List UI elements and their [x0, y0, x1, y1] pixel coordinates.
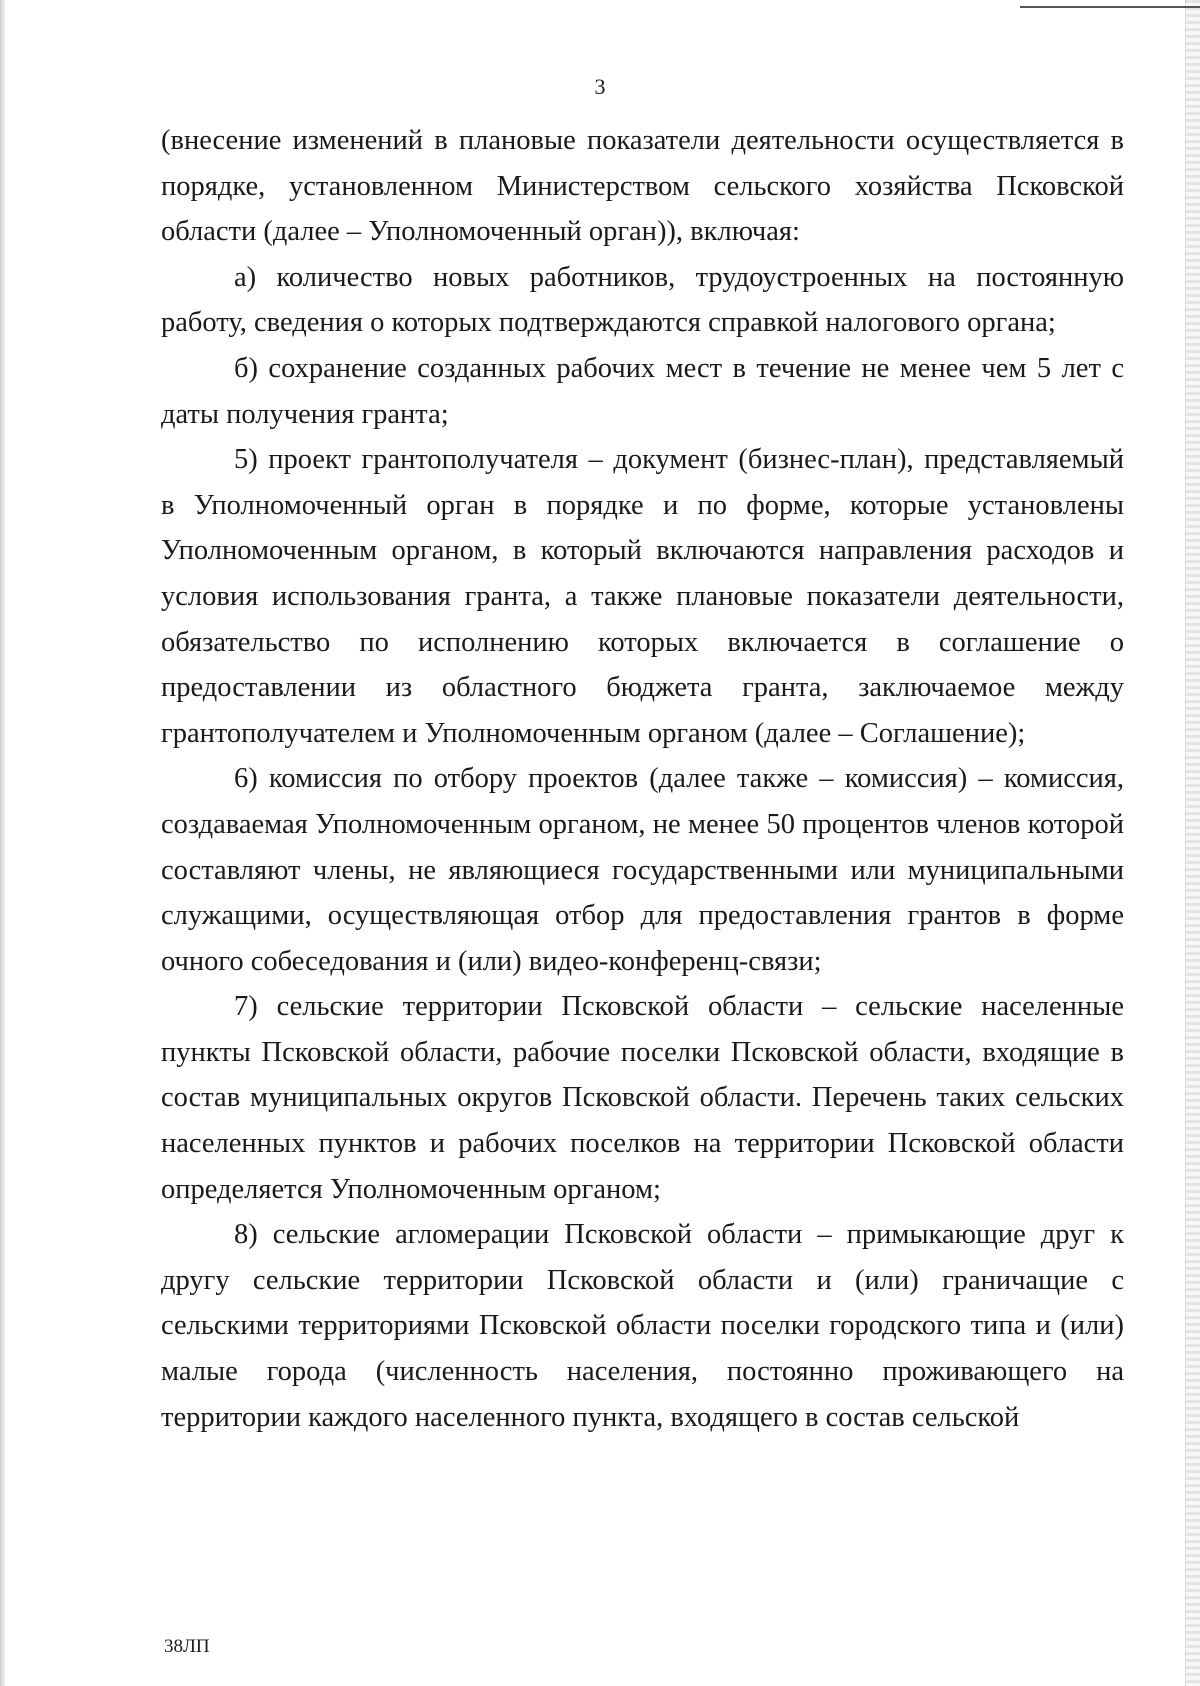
- paragraph-item-7: 7) сельские территории Псковской области – сельские населенные пункты Псковской области, рабочие поселки Псковской области, входящие в состав муниципальных округов Псковской области. Перечень таких сельских населенных пунктов и рабочих поселков на территории Псковской области определяется Уполномоченным органом;: [161, 991, 1124, 1205]
- document-code: 38ЛП: [164, 1636, 210, 1657]
- paragraph-item-8: 8) сельские агломерации Псковской области – примыкающие друг к другу сельские территории Псковской области и (или) граничащие с сельскими территориями Псковской области поселки городского типа и (или) малые города (численность населения, постоянно проживающего на территории каждого населенного пункта, входящего в состав сельской: [161, 1219, 1124, 1433]
- paragraph-item-5: 5) проект грантополучателя – документ (бизнес-план), представляемый в Уполномоченный орган в порядке и по форме, которые установлены Уполномоченным органом, в который включаются направления расходов и условия использования гранта, а также плановые показатели деятельности, обязательство по исполнению которых включается в соглашение о предоставлении из областного бюджета гранта, заключаемое между грантополучателем и Уполномоченным органом (далее – Соглашение);: [161, 444, 1124, 749]
- page-number: 3: [594, 74, 606, 99]
- paragraph-item-b: б) сохранение созданных рабочих мест в течение не менее чем 5 лет с даты получения гранта;: [161, 352, 1124, 430]
- document-body: [161, 118, 1124, 1440]
- paragraph-continuation: (внесение изменений в плановые показатели деятельности осуществляется в порядке, установленном Министерством сельского хозяйства Псковской области (далее – Уполномоченный орган)), включая:: [161, 125, 1124, 248]
- scan-top-line: [1020, 6, 1200, 8]
- paragraph-item-6: 6) комиссия по отбору проектов (далее также – комиссия) – комиссия, создаваемая Уполномоченным органом, не менее 50 процентов членов которой составляют члены, не являющиеся государственными или муниципальными служащими, осуществляющая отбор для предоставления грантов в форме очного собеседования и (или) видео-конференц-связи;: [161, 763, 1124, 977]
- paragraph-item-a: а) количество новых работников, трудоустроенных на постоянную работу, сведения о которых подтверждаются справкой налогового органа;: [161, 261, 1124, 339]
- scan-left-edge: [0, 0, 5, 1686]
- scan-right-edge: [1185, 0, 1200, 1686]
